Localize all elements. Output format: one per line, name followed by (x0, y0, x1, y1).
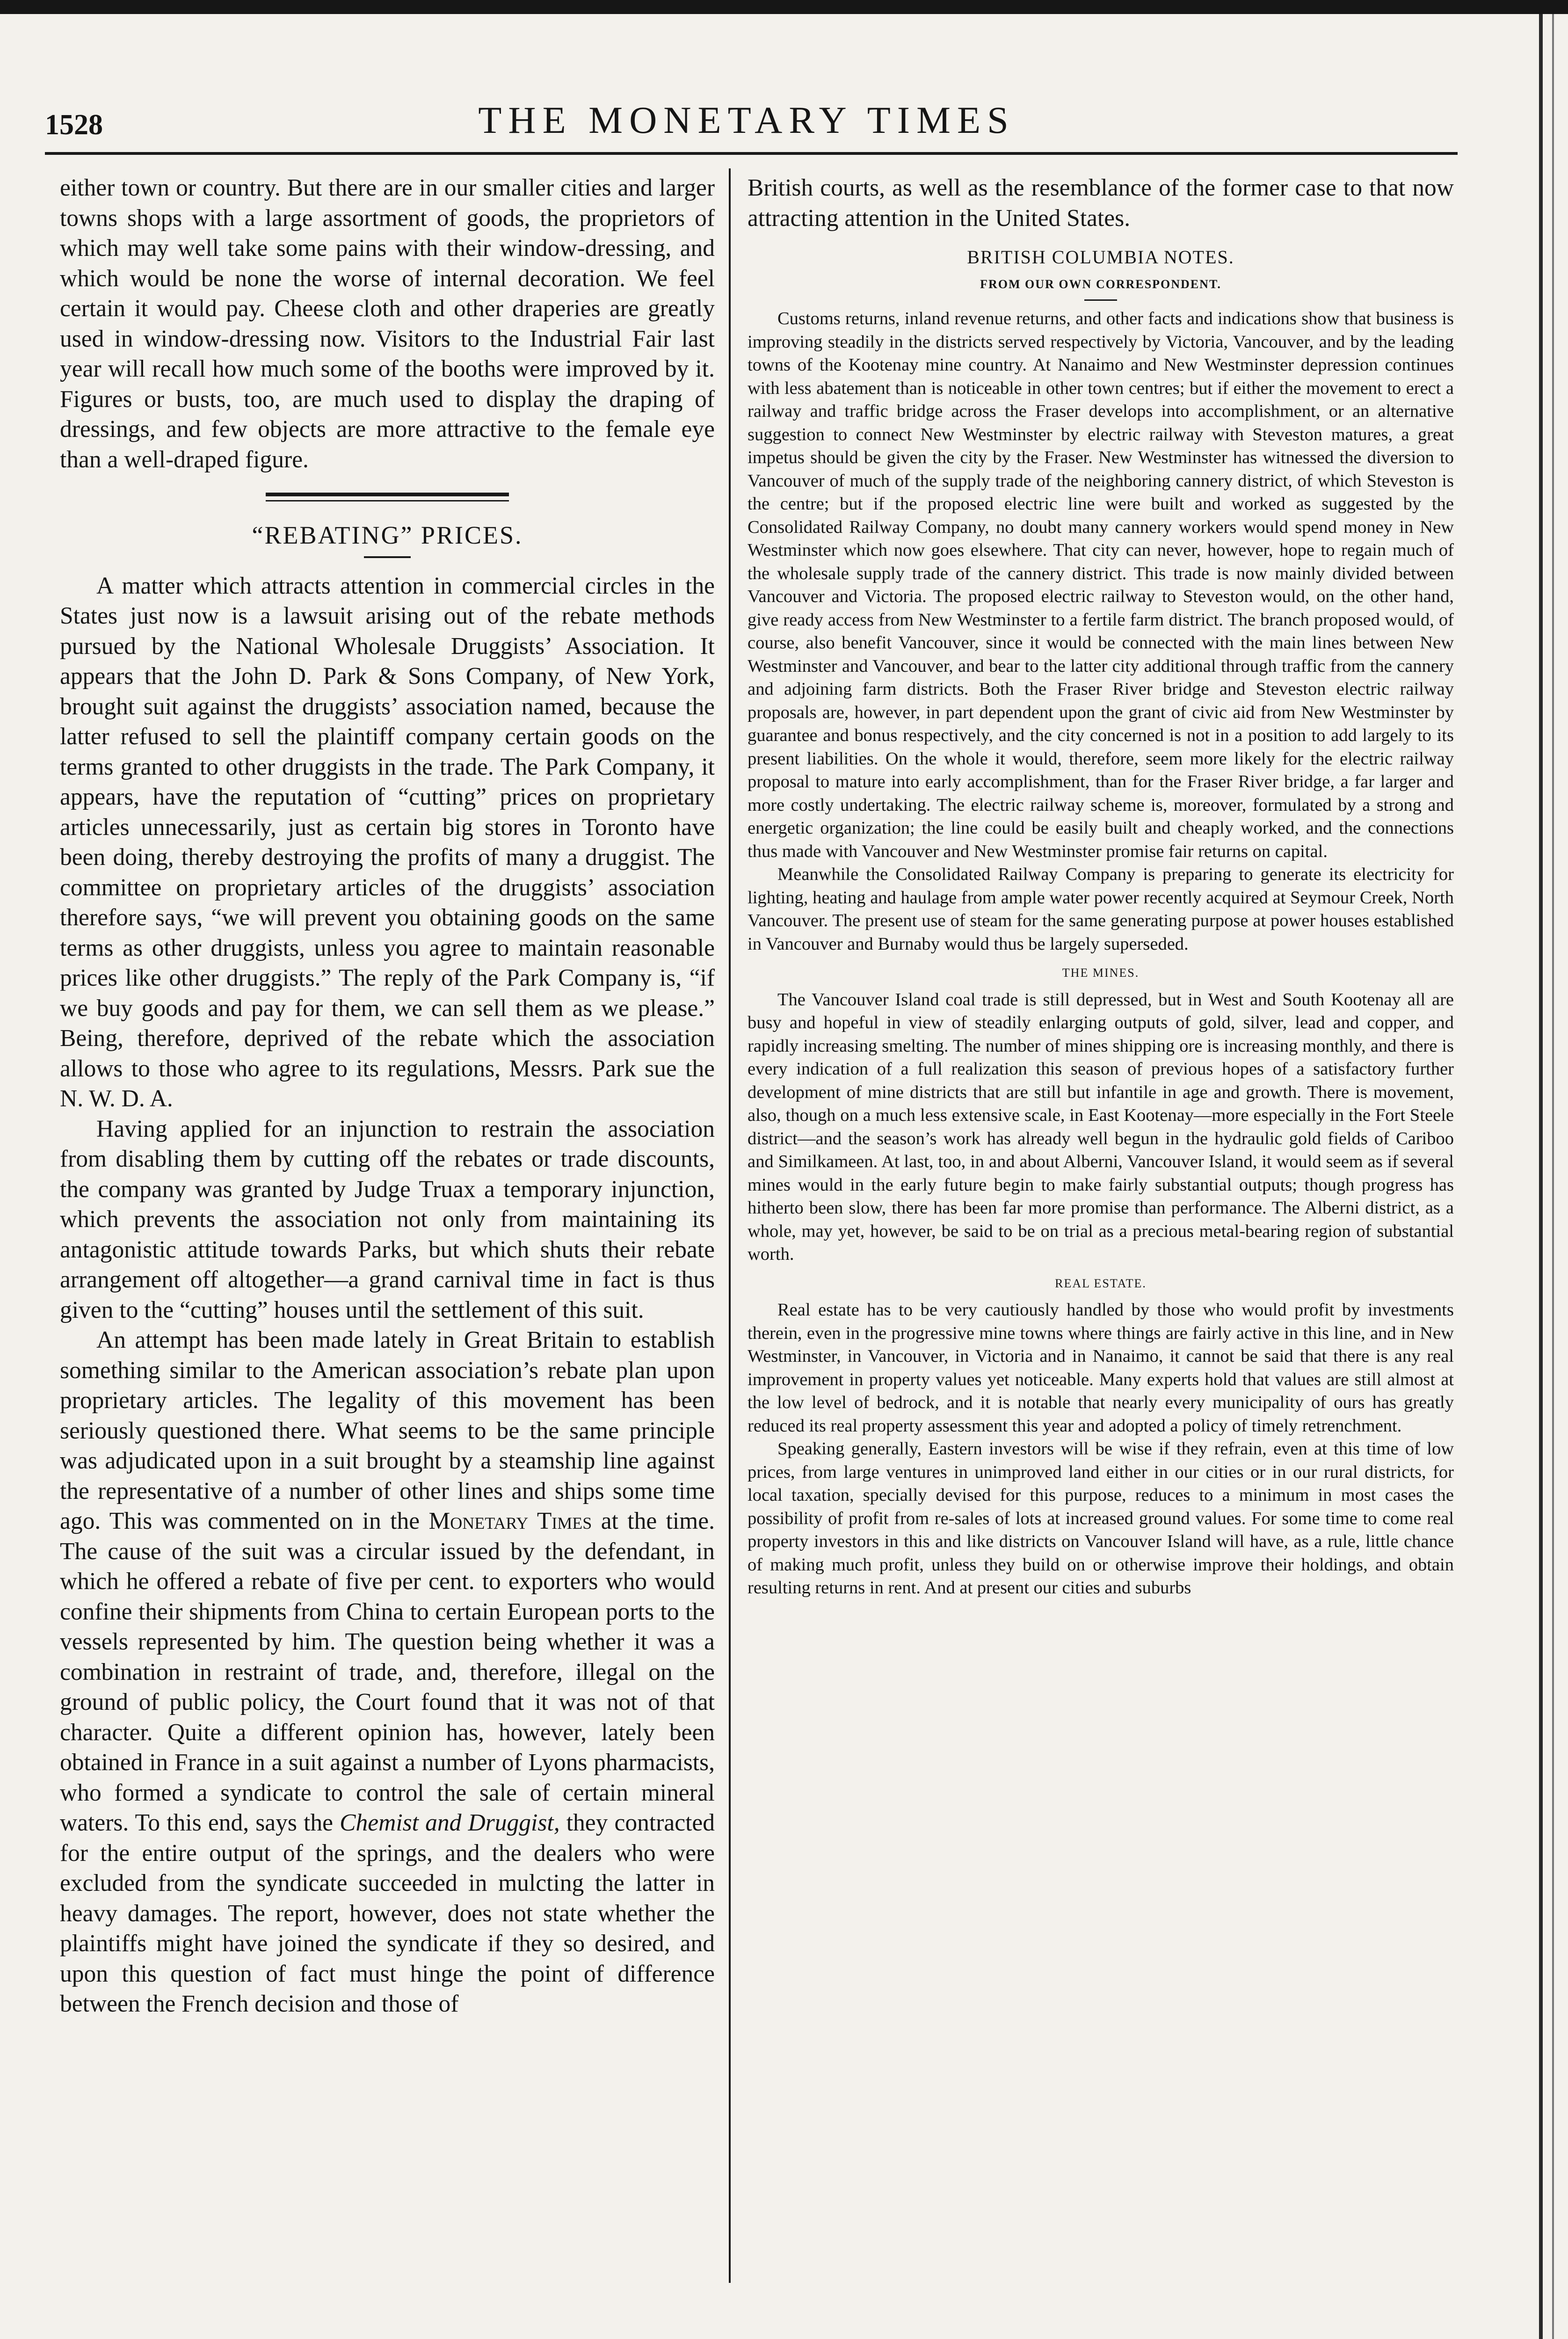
article-paragraph: Meanwhile the Consolidated Railway Company is preparing to generate its electricity for lighting, heating and haulage from ample water power recently acquired at Seymour Creek, North Vancouver. The present use of steam for the same generating purpose at power houses established in Vancouver and Burnaby would thus be largely superseded. (748, 864, 1454, 954)
article-heading-bc-notes: BRITISH COLUMBIA NOTES. (967, 247, 1234, 268)
scan-edge-right (1539, 14, 1543, 2339)
journal-name: Monetary Times (428, 1508, 592, 1534)
article-paragraph: Real estate has to be very cautiously handled by those who would profit by investments therein, even in the progressive mine towns where things are fairly active in this line, and in New Westminster, in Vancouver, in Victoria and in Nanaimo, it cannot be said that there is any real improvement in property values yet noticeable. Many experts hold that values are still almost at the low level of bedrock, and it is notable that nearly every municipality of ours has greatly reduced its real property assessment this year and adopted a policy of timely retrenchment. (748, 1300, 1454, 1436)
left-column (60, 173, 715, 2019)
article-heading-rebating: “REBATING” PRICES. (252, 521, 523, 549)
article-paragraph: Customs returns, inland revenue returns, and other facts and indications show that business is improving steadily in the districts served respectively by Victoria, Vancouver, and by the leading towns of the Kootenay mine country. At Nanaimo and New Westminster depression continues with less abatement than is noticeable in other town centres; but if either the movement to erect a railway and traffic bridge across the Fraser develops into accomplishment, or an alternative suggestion to connect New Westminster by electric railway with Steveston matures, a great impetus should be given the city by the Fraser. New Westminster has witnessed the diversion to Vancouver of much of the supply trade of the neighboring cannery district, of which Steveston is the centre; but if the proposed electric line were built and worked as suggested by the Consolidated Railway Company, no doubt many cannery workers would spend money in New Westminster which now goes elsewhere. That city can never, however, hope to regain much of the wholesale supply trade of the cannery district. This trade is now mainly divided between Vancouver and Victoria. The proposed electric railway to Steveston would, on the other hand, give ready access from New Westminster to a fertile farm district. The branch proposed would, of course, also benefit Vancouver, since it would be connected with the main lines between New Westminster and Vancouver, and bear to the latter city additional through traffic from the cannery and adjoining farm districts. Both the Fraser River bridge and Steveston electric railway proposals are, however, in part dependent upon the grant of civic aid from New Westminster by guarantee and bonus respectively, and the city concerned is not in a position to add largely to its present liabilities. On the whole it would, therefore, seem more likely for the electric railway proposal to mature into early accomplishment, than for the Fraser River bridge, a far larger and more costly undertaking. The electric railway scheme is, moreover, formulated by a strong and energetic organization; the line could be easily built and cheaply worked, and the connections thus made with Vancouver and New Westminster promise fair returns on capital. (748, 309, 1454, 861)
source-name: Chemist and Druggist, (340, 1809, 560, 1836)
paragraph-text: they contracted for the entire output of the springs, and the dealers who were excluded from the syndicate succeeded in mulcting the latter in heavy damages. The report, however, does not state whether the plaintiffs might have joined the syndicate if they so desired, and upon this question of fact must hinge the point of difference between the French decision and those of (60, 1809, 715, 2017)
scan-edge-top (0, 0, 1568, 14)
continuation-paragraph: British courts, as well as the resemblance of the former case to that now attracting attention in the United States. (748, 174, 1454, 232)
scan-edge-right-inner (1552, 14, 1554, 2339)
section-heading-real-estate: REAL ESTATE. (1055, 1276, 1147, 1290)
paragraph-text: at the time. The cause of the suit was a circular issued by the defendant, in which he offered a rebate of five per cent. to exporters who would confine their shipments from China to certain European ports to the vessels represented by him. The question being whether it was a combination in restraint of trade, and, therefore, illegal on the ground of public policy, the Court found that it was not of that character. Quite a different opinion has, however, lately been obtained in France in a suit against a number of Lyons pharmacists, who formed a syndicate to control the sale of certain mineral waters. To this end, says the (60, 1508, 715, 1836)
section-heading-mines: THE MINES. (1062, 966, 1140, 980)
heading-underline (1084, 299, 1117, 301)
page-number: 1528 (45, 109, 103, 141)
page-header (45, 98, 1448, 150)
article-paragraph: Speaking generally, Eastern investors will be wise if they refrain, even at this time of low prices, from large ventures in unimproved land either in our cities or in our rural districts, for local taxation, specially devised for this purpose, reduces to a minimum in most cases the possibility of profit from re-sales of lots at increased ground values. For some time to come real property investors in this and like districts on Vancouver Island will have, as a rule, little chance of making much profit, unless they build on or otherwise improve their holdings, and obtain resulting returns in rent. And at present our cities and suburbs (748, 1439, 1454, 1598)
heading-underline (364, 556, 411, 558)
masthead-title: THE MONETARY TIMES (478, 99, 1015, 141)
byline: FROM OUR OWN CORRESPONDENT. (980, 277, 1221, 291)
article-paragraph (60, 1325, 715, 2019)
intro-paragraph: either town or country. But there are in our smaller cities and larger towns shops with a large assortment of goods, the proprietors of which may well take some pains with their window-dressing, and which would be none the worse of internal decoration. We feel certain it would pay. Cheese cloth and other draperies are greatly used in window-dressing now. Visitors to the Industrial Fair last year will recall how much some of the booths were improved by it. Figures or busts, too, are much used to display the draping of dressings, and few objects are more attractive to the female eye than a well-draped figure. (60, 174, 715, 473)
header-rule (45, 152, 1458, 155)
article-paragraph: A matter which attracts attention in commercial circles in the States just now is a lawsuit arising out of the rebate methods pursued by the National Wholesale Druggists’ Association. It appears that the John D. Park & Sons Company, of New York, brought suit against the druggists’ association named, because the latter refused to sell the plaintiff company certain goods on the terms granted to other druggists in the trade. The Park Company, it appears, have the reputation of “cutting” prices on proprietary articles unnecessarily, just as certain big stores in Toronto have been doing, thereby destroying the profits of many a druggist. The committee on proprietary articles of the druggists’ association therefore says, “we will prevent you obtaining goods on the same terms as other druggists, unless you agree to maintain reasonable prices like other druggists.” The reply of the Park Company is, “if we buy goods and pay for them, we can sell them as we please.” Being, therefore, deprived of the rebate which the association allows to those who agree to its regulations, Messrs. Park sue the N. W. D. A. (60, 572, 715, 1112)
article-paragraph: The Vancouver Island coal trade is still depressed, but in West and South Kootenay all are busy and hopeful in view of steadily enlarging outputs of gold, silver, lead and copper, and rapidly increasing smelting. The number of mines shipping ore is increasing monthly, and there is every indication of a full realization this season of previous hopes of a satisfactory further development of mine districts that are still but infantile in age and growth. There is movement, also, though on a much less extensive scale, in East Kootenay—more especially in the Fort Steele district—and the season’s work has already well begun in the hydraulic gold fields of Cariboo and Similkameen. At last, too, in and about Alberni, Vancouver Island, it would seem as if several mines would in the early future begin to make fairly substantial outputs; though progress has hitherto been slow, there has been far more promise than performance. The Alberni district, as a whole, may yet, however, be said to be on trial as a precious metal-bearing region of substantial worth. (748, 989, 1454, 1264)
column-divider (729, 168, 731, 2283)
paragraph-text: An attempt has been made lately in Great Britain to establish something similar to the American association’s rebate plan upon proprietary articles. The legality of this movement has been seriously questioned there. What seems to be the same principle was adjudicated upon in a suit brought by a steamship line against the representative of a number of other lines and ships some time ago. This was commented on in the (60, 1327, 715, 1534)
right-column (748, 173, 1454, 1600)
article-paragraph: Having applied for an injunction to restrain the association from disabling them by cutting off the rebates or trade discounts, the company was granted by Judge Truax a temporary injunction, which prevents the association not only from maintaining its antagonistic attitude towards Parks, but which shuts their rebate arrangement off altogether—a grand carnival time in fact is thus given to the “cutting” houses until the settlement of this suit. (60, 1115, 715, 1323)
section-divider (266, 493, 509, 501)
